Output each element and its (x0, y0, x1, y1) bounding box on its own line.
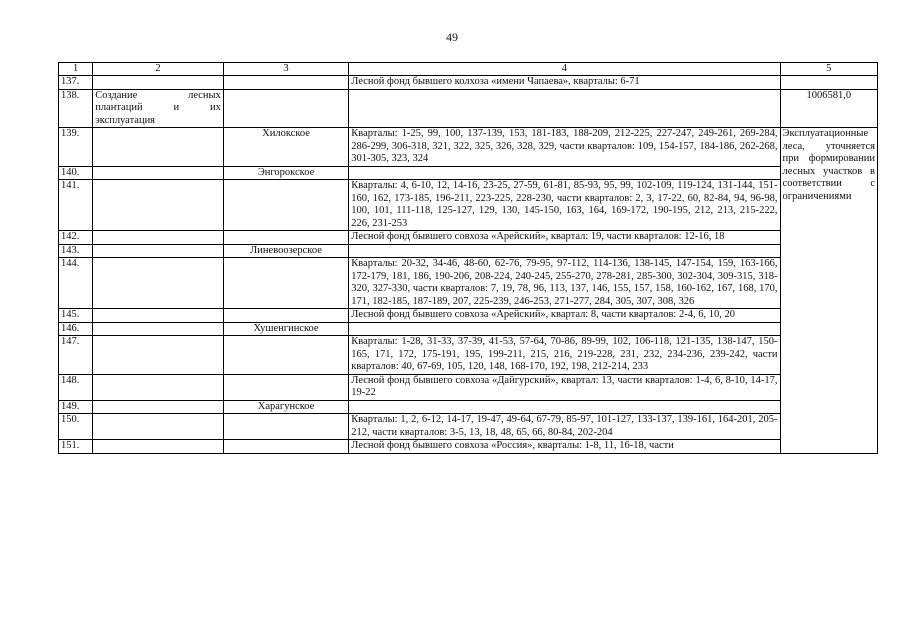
purpose-cell (93, 180, 224, 231)
forestry-cell (223, 414, 348, 440)
quarters-cell (349, 322, 780, 336)
forestry-cell: Харагунское (223, 400, 348, 414)
forestry-cell: Энгорокское (223, 166, 348, 180)
quarters-cell: Лесной фонд бывшего совхоза «Арейский», квартал: 19, части кварталов: 12-16, 18 (349, 231, 780, 245)
quarters-cell: Лесной фонд бывшего колхоза «имени Чапаева», кварталы: 6-71 (349, 76, 780, 90)
row-number-cell: 143. (59, 244, 93, 258)
row-number-cell: 147. (59, 336, 93, 375)
row-number-cell: 149. (59, 400, 93, 414)
area-cell (780, 76, 877, 90)
forestry-cell (223, 258, 348, 309)
row-number-cell: 137. (59, 76, 93, 90)
table-row (59, 374, 878, 400)
forestry-cell (223, 440, 348, 454)
table-row (59, 89, 878, 128)
purpose-cell (93, 231, 224, 245)
purpose-cell (93, 400, 224, 414)
row-number-cell: 146. (59, 322, 93, 336)
table-row (59, 400, 878, 414)
forestry-cell (223, 89, 348, 128)
quarters-cell: Кварталы: 1-25, 99, 100, 137-139, 153, 181-183, 188-209, 212-225, 227-247, 249-261, 269-284, 286-299, 306-318, 321, 322, 325, 326, 328, 329, части кварталов: 109, 154-157, 184-186, 262-268, 301-305, 323, 324 (349, 128, 780, 167)
table-row (59, 440, 878, 454)
area-cell: 1006581,0 (780, 89, 877, 128)
row-number-cell: 151. (59, 440, 93, 454)
forestry-cell: Линевоозерское (223, 244, 348, 258)
row-number-cell: 138. (59, 89, 93, 128)
purpose-cell (93, 309, 224, 323)
row-number-cell: 140. (59, 166, 93, 180)
quarters-cell: Кварталы: 1-28, 31-33, 37-39, 41-53, 57-64, 70-86, 89-99, 102, 106-118, 121-135, 138-147, 150-165, 171, 172, 175-191, 195, 199-211, 215, 216, 219-228, 231, 232, 234-236, 239-242, части кварталов: 40, 67-69, 105, 120, 148, 168-170, 192, 198, 212-214, 233 (349, 336, 780, 375)
table-header-row (59, 63, 878, 76)
column-header: 5 (780, 63, 877, 76)
purpose-cell (93, 440, 224, 454)
quarters-cell (349, 89, 780, 128)
forestry-cell: Хилокское (223, 128, 348, 167)
forestry-cell (223, 231, 348, 245)
quarters-cell (349, 166, 780, 180)
quarters-cell: Кварталы: 1, 2, 6-12, 14-17, 19-47, 49-64, 67-79, 85-97, 101-127, 133-137, 139-161, 164-201, 205-212, части кварталов: 3-5, 13, 18, 48, 65, 66, 80-84, 202-204 (349, 414, 780, 440)
table-row (59, 322, 878, 336)
row-number-cell: 148. (59, 374, 93, 400)
table-row (59, 76, 878, 90)
purpose-cell (93, 76, 224, 90)
table-row (59, 180, 878, 231)
table-row (59, 309, 878, 323)
table-row (59, 336, 878, 375)
purpose-cell (93, 414, 224, 440)
table-row (59, 231, 878, 245)
purpose-cell (93, 258, 224, 309)
forestry-cell (223, 309, 348, 323)
purpose-cell (93, 336, 224, 375)
quarters-cell (349, 244, 780, 258)
row-number-cell: 139. (59, 128, 93, 167)
forestry-cell (223, 336, 348, 375)
row-number-cell: 141. (59, 180, 93, 231)
row-number-cell: 144. (59, 258, 93, 309)
column-header: 1 (59, 63, 93, 76)
quarters-cell: Лесной фонд бывшего совхоза «Дайгурский», квартал: 13, части кварталов: 1-4, 6, 8-10, 14-17, 19-22 (349, 374, 780, 400)
quarters-cell: Лесной фонд бывшего совхоза «Россия», кварталы: 1-8, 11, 16-18, части (349, 440, 780, 454)
row-number-cell: 150. (59, 414, 93, 440)
table-row (59, 166, 878, 180)
table-row (59, 414, 878, 440)
column-header: 4 (349, 63, 780, 76)
quarters-cell (349, 400, 780, 414)
forestry-cell: Хушенгинское (223, 322, 348, 336)
purpose-cell (93, 244, 224, 258)
purpose-cell (93, 322, 224, 336)
forestry-cell (223, 180, 348, 231)
table-row (59, 258, 878, 309)
row-number-cell: 145. (59, 309, 93, 323)
forestry-cell (223, 76, 348, 90)
quarters-cell: Кварталы: 4, 6-10, 12, 14-16, 23-25, 27-59, 61-81, 85-93, 95, 99, 102-109, 119-124, 131-144, 151-160, 162, 173-185, 196-211, 223-225, 228-230, части кварталов: 2, 3, 17-22, 60, 82-84, 94, 96-98, 100, 101, 111-118, 125-127, 129, 130, 145-150, 163, 164, 169-172, 190-195, 212, 213, 215-222, 226, 231-253 (349, 180, 780, 231)
column-header: 2 (93, 63, 224, 76)
purpose-cell (93, 374, 224, 400)
row-number-cell: 142. (59, 231, 93, 245)
purpose-cell (93, 166, 224, 180)
purpose-cell: Создание лесных плантаций и их эксплуатация (93, 89, 224, 128)
forest-fund-table (58, 62, 878, 454)
quarters-cell: Лесной фонд бывшего совхоза «Арейский», квартал: 8, части кварталов: 2-4, 6, 10, 20 (349, 309, 780, 323)
column-header: 3 (223, 63, 348, 76)
quarters-cell: Кварталы: 20-32, 34-46, 48-60, 62-76, 79-95, 97-112, 114-136, 138-145, 147-154, 159, 163-166, 172-179, 181, 186, 190-206, 208-224, 240-245, 255-270, 278-281, 285-300, 302-304, 309-315, 318-320, 327-330, части кварталов: 7, 19, 78, 96, 113, 137, 146, 155, 157, 158, 160-162, 167, 168, 170, 171, 182-185, 187-189, 207, 225-239, 246-253, 271-277, 284, 305, 307, 308, 326 (349, 258, 780, 309)
table-row (59, 128, 878, 167)
forest-category-cell: Эксплуатационные леса, уточняется при формировании лесных участков в соответствии с ограничениями (780, 128, 877, 454)
purpose-cell (93, 128, 224, 167)
forestry-cell (223, 374, 348, 400)
page-number: 49 (446, 30, 458, 44)
table-row (59, 244, 878, 258)
